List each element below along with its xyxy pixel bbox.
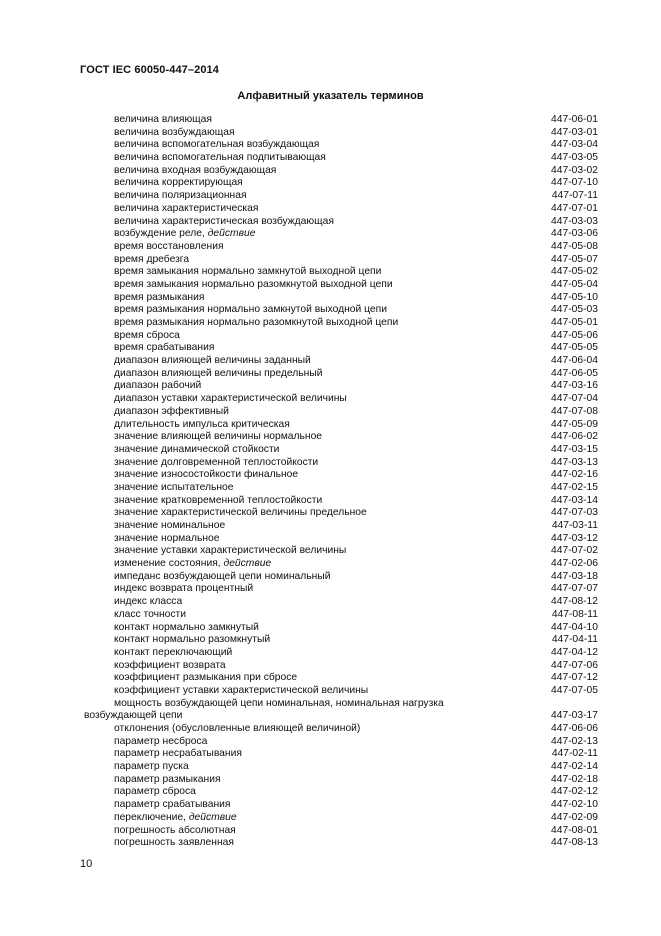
index-code: 447-02-18	[551, 773, 598, 785]
index-code: 447-07-06	[551, 659, 598, 671]
index-entry	[84, 330, 598, 343]
index-term	[114, 533, 219, 546]
index-term-text: диапазон уставки характеристической величины	[114, 393, 347, 405]
index-term-text: время восстановления	[114, 240, 224, 252]
index-term-text: класс точности	[114, 608, 187, 620]
index-term	[114, 634, 270, 647]
index-code: 447-02-16	[551, 469, 598, 481]
index-code: 447-03-18	[551, 570, 598, 582]
index-code: 447-04-12	[551, 646, 598, 658]
index-term-text: параметр сброса	[114, 786, 196, 798]
index-code: 447-05-05	[551, 342, 598, 354]
index-term	[114, 165, 276, 178]
index-code: 447-02-11	[551, 748, 598, 760]
index-code: 447-03-16	[551, 380, 598, 392]
index-entry	[84, 203, 598, 216]
index-term-text: значение динамической стойкости	[114, 443, 280, 455]
index-term-text: время сброса	[114, 329, 180, 341]
index-code: 447-02-12	[551, 786, 598, 798]
index-code: 447-02-09	[551, 811, 598, 823]
index-term-text: диапазон эффективный	[114, 405, 229, 417]
index-code: 447-03-13	[551, 456, 598, 468]
index-term-text: значение уставки характеристической величины	[114, 545, 347, 557]
index-entry	[84, 165, 598, 178]
index-code: 447-05-08	[551, 240, 598, 252]
index-title: Алфавитный указатель терминов	[237, 90, 424, 102]
index-code: 447-03-01	[551, 126, 598, 138]
index-code: 447-02-06	[551, 558, 598, 570]
index-term-text: импеданс возбуждающей цепи номинальный	[114, 570, 331, 582]
index-term	[114, 419, 290, 432]
index-term-text: значение испытательное	[114, 481, 234, 493]
index-term	[114, 571, 330, 584]
index-term-text: значение номинальное	[114, 520, 226, 531]
index-code: 447-08-11	[551, 608, 598, 620]
index-entry	[84, 380, 598, 393]
index-term	[114, 457, 318, 470]
index-code: 447-07-08	[551, 405, 598, 417]
index-code: 447-03-14	[551, 494, 598, 506]
index-term-text: величина характеристическая	[114, 202, 259, 214]
index-entry	[84, 127, 598, 140]
index-entry	[84, 533, 598, 546]
index-term	[114, 254, 189, 267]
index-term	[114, 431, 322, 444]
index-term-text: величина вспомогательная подпитывающая	[114, 152, 326, 164]
index-term-text: погрешность заявленная	[114, 837, 234, 849]
index-entry	[84, 786, 598, 799]
index-term-text: величина поляризационная	[114, 190, 247, 202]
index-term	[114, 368, 323, 381]
index-code: 447-05-03	[551, 304, 598, 316]
index-entry	[84, 748, 598, 761]
index-term	[114, 786, 196, 799]
index-entry	[84, 279, 598, 292]
index-term-text: параметр несброса	[114, 735, 208, 747]
index-term-text: значение влияющей величины нормальное	[114, 431, 323, 443]
index-term-text: параметр несрабатывания	[114, 748, 242, 760]
index-term-text: время размыкания нормально замкнутой выходной цепи	[114, 304, 387, 316]
index-entry	[84, 457, 598, 470]
index-code: 447-03-05	[551, 152, 598, 164]
index-entry	[84, 216, 598, 229]
index-code: 447-04-11	[551, 634, 598, 646]
index-term	[114, 355, 311, 368]
index-term-text: величина возбуждающая	[114, 126, 235, 138]
index-code: 447-06-01	[551, 114, 598, 125]
index-term	[114, 622, 259, 635]
index-code: 447-05-04	[551, 278, 598, 290]
index-term-text: погрешность абсолютная	[114, 824, 236, 836]
index-entry	[84, 583, 598, 596]
index-term	[114, 304, 387, 317]
index-term-text: параметр пуска	[114, 761, 189, 773]
index-term-text: время замыкания нормально замкнутой выходной цепи	[114, 266, 382, 278]
index-term-text: контакт нормально замкнутый	[114, 621, 259, 633]
index-code: 447-07-07	[551, 583, 598, 595]
index-entry	[84, 672, 598, 685]
index-entry	[84, 710, 598, 723]
index-term-text: индекс возврата процентный	[114, 583, 254, 595]
index-entry	[84, 520, 598, 533]
index-term-text: диапазон влияющей величины предельный	[114, 367, 323, 379]
index-entry	[84, 723, 598, 736]
index-term	[114, 406, 229, 419]
index-code: 447-05-02	[551, 266, 598, 278]
index-term-text: время замыкания нормально разомкнутой выходной цепи	[114, 278, 393, 290]
index-entry	[84, 634, 598, 647]
index-term-text: величина влияющая	[114, 114, 212, 125]
index-code: 447-07-11	[551, 190, 598, 202]
index-term-note: действие	[207, 228, 256, 240]
index-entry	[84, 241, 598, 254]
index-code: 447-07-04	[551, 393, 598, 405]
index-term-text: значение нормальное	[114, 532, 220, 544]
index-term	[114, 292, 204, 305]
index-code: 447-03-11	[551, 520, 598, 531]
index-term	[114, 583, 253, 596]
index-term	[114, 114, 212, 127]
index-term	[114, 482, 234, 495]
index-term	[114, 736, 207, 749]
index-term	[114, 266, 381, 279]
index-entry	[84, 596, 598, 609]
index-term-text: изменение состояния,	[114, 558, 224, 570]
index-term-text: длительность импульса критическая	[114, 418, 290, 430]
index-term	[114, 228, 255, 241]
index-code: 447-05-06	[551, 329, 598, 341]
index-entry	[84, 114, 598, 127]
index-code: 447-03-04	[551, 139, 598, 151]
index-term-text: коэффициент уставки характеристической величины	[114, 684, 369, 696]
index-term	[114, 330, 180, 343]
index-code: 447-07-03	[551, 507, 598, 519]
index-term	[114, 152, 326, 165]
index-term-text: диапазон влияющей величины заданный	[114, 355, 311, 367]
index-term-text: коэффициент возврата	[114, 659, 226, 671]
index-entry	[84, 139, 598, 152]
index-code: 447-07-01	[551, 202, 598, 214]
index-term-text: значение кратковременной теплостойкости	[114, 494, 323, 506]
index-term-text: значение долговременной теплостойкости	[114, 456, 319, 468]
term-index-list	[84, 114, 598, 850]
index-term-note: действие	[188, 811, 237, 823]
index-code: 447-07-05	[551, 684, 598, 696]
index-entry	[84, 558, 598, 571]
index-code: 447-02-14	[551, 761, 598, 773]
index-term-text: мощность возбуждающей цепи номинальная, номинальная нагрузка	[114, 697, 444, 709]
index-term-text: время размыкания	[114, 291, 205, 303]
index-term-text: величина входная возбуждающая	[114, 164, 277, 176]
index-entry	[84, 799, 598, 812]
index-code: 447-03-06	[551, 228, 598, 240]
index-entry	[84, 406, 598, 419]
index-entry	[84, 647, 598, 660]
index-term-text: индекс класса	[114, 596, 183, 608]
index-term-text: отклонения (обусловленные влияющей величиной)	[114, 723, 361, 734]
index-term-text: диапазон рабочий	[114, 380, 202, 392]
index-term	[114, 545, 346, 558]
index-entry	[84, 837, 598, 850]
index-term-text: контакт нормально разомкнутый	[114, 634, 271, 646]
index-entry	[84, 825, 598, 838]
index-entry	[84, 495, 598, 508]
index-entry	[84, 152, 598, 165]
index-entry	[84, 545, 598, 558]
index-entry	[84, 774, 598, 787]
index-term-text: параметр размыкания	[114, 773, 221, 785]
index-entry	[84, 444, 598, 457]
index-term-text: переключение,	[114, 811, 189, 823]
index-term-text: величина характеристическая возбуждающая	[114, 215, 334, 227]
index-term	[114, 748, 242, 761]
index-term-text: время срабатывания	[114, 342, 215, 354]
index-term	[114, 317, 398, 330]
index-code: 447-05-07	[551, 253, 598, 265]
index-term	[114, 127, 235, 140]
index-term	[114, 685, 368, 698]
index-code: 447-07-10	[551, 177, 598, 189]
index-entry	[84, 507, 598, 520]
index-term-text: значение характеристической величины предельное	[114, 507, 367, 519]
index-entry	[84, 304, 598, 317]
index-entry	[84, 431, 598, 444]
index-entry	[84, 812, 598, 825]
index-term	[84, 710, 182, 723]
index-term	[114, 596, 182, 609]
index-term	[114, 558, 271, 571]
index-entry	[84, 228, 598, 241]
index-code: 447-03-15	[551, 443, 598, 455]
index-entry	[84, 342, 598, 355]
index-code: 447-08-12	[551, 596, 598, 608]
index-code: 447-05-01	[551, 317, 598, 328]
page-number: 10	[80, 858, 93, 870]
index-term	[114, 698, 444, 711]
index-entry	[84, 254, 598, 267]
index-entry	[84, 355, 598, 368]
index-code: 447-05-10	[551, 291, 598, 303]
index-entry	[84, 317, 598, 330]
index-entry	[84, 761, 598, 774]
index-entry	[84, 698, 598, 711]
index-term	[114, 507, 367, 520]
index-code: 447-03-02	[551, 164, 598, 176]
index-term-text: значение износостойкости финальное	[114, 469, 299, 481]
index-code: 447-03-03	[551, 215, 598, 227]
index-term	[114, 279, 393, 292]
index-entry	[84, 419, 598, 432]
index-term-text: параметр срабатывания	[114, 799, 231, 811]
index-code: 447-06-05	[551, 367, 598, 379]
index-code: 447-06-02	[551, 431, 598, 443]
index-entry	[84, 266, 598, 279]
index-term	[114, 647, 232, 660]
index-term-text: время дребезга	[114, 253, 190, 265]
index-code: 447-08-01	[551, 824, 598, 836]
index-term	[114, 139, 319, 152]
index-code: 447-06-06	[551, 723, 598, 734]
index-code: 447-06-04	[551, 355, 598, 367]
index-term-text: величина корректирующая	[114, 177, 243, 189]
index-term	[114, 825, 236, 838]
index-code: 447-03-12	[551, 532, 598, 544]
index-term	[114, 469, 298, 482]
index-code: 447-05-09	[551, 418, 598, 430]
index-term	[114, 723, 360, 736]
index-entry	[84, 292, 598, 305]
index-term-text: возбуждение реле,	[114, 228, 208, 240]
index-term	[114, 177, 243, 190]
index-term-text: коэффициент размыкания при сбросе	[114, 672, 298, 684]
index-term	[114, 380, 201, 393]
index-term	[114, 799, 231, 812]
index-entry	[84, 609, 598, 622]
index-entry	[84, 177, 598, 190]
index-term	[114, 216, 334, 229]
index-term	[114, 495, 322, 508]
index-term	[114, 672, 297, 685]
index-entry	[84, 660, 598, 673]
index-code: 447-02-15	[551, 481, 598, 493]
index-entry	[84, 469, 598, 482]
index-term	[114, 660, 226, 673]
index-term	[114, 203, 258, 216]
index-entry	[84, 571, 598, 584]
index-term	[114, 520, 225, 533]
index-code: 447-02-10	[551, 799, 598, 811]
index-entry	[84, 736, 598, 749]
document-header: ГОСТ IEC 60050-447–2014	[80, 64, 219, 76]
index-entry	[84, 190, 598, 203]
index-term	[114, 609, 186, 622]
index-entry	[84, 393, 598, 406]
index-term-text: контакт переключающий	[114, 646, 233, 658]
index-term	[114, 190, 247, 203]
index-term-note: действие	[223, 558, 272, 570]
index-term	[114, 393, 347, 406]
index-code: 447-07-12	[551, 672, 598, 684]
index-term	[114, 837, 234, 850]
index-term	[114, 241, 224, 254]
index-term-text: время размыкания нормально разомкнутой выходной цепи	[114, 317, 399, 328]
index-code: 447-03-17	[551, 710, 598, 722]
index-term	[114, 342, 214, 355]
index-code: 447-07-02	[551, 545, 598, 557]
index-term-text: возбуждающей цепи	[84, 710, 183, 722]
index-term	[114, 761, 189, 774]
index-term	[114, 774, 221, 787]
index-term-text: величина вспомогательная возбуждающая	[114, 139, 320, 151]
index-code: 447-08-13	[551, 837, 598, 849]
index-code: 447-02-13	[551, 735, 598, 747]
index-entry	[84, 482, 598, 495]
index-code: 447-04-10	[551, 621, 598, 633]
index-entry	[84, 622, 598, 635]
index-entry	[84, 685, 598, 698]
index-entry	[84, 368, 598, 381]
index-term	[114, 812, 237, 825]
index-term	[114, 444, 279, 457]
